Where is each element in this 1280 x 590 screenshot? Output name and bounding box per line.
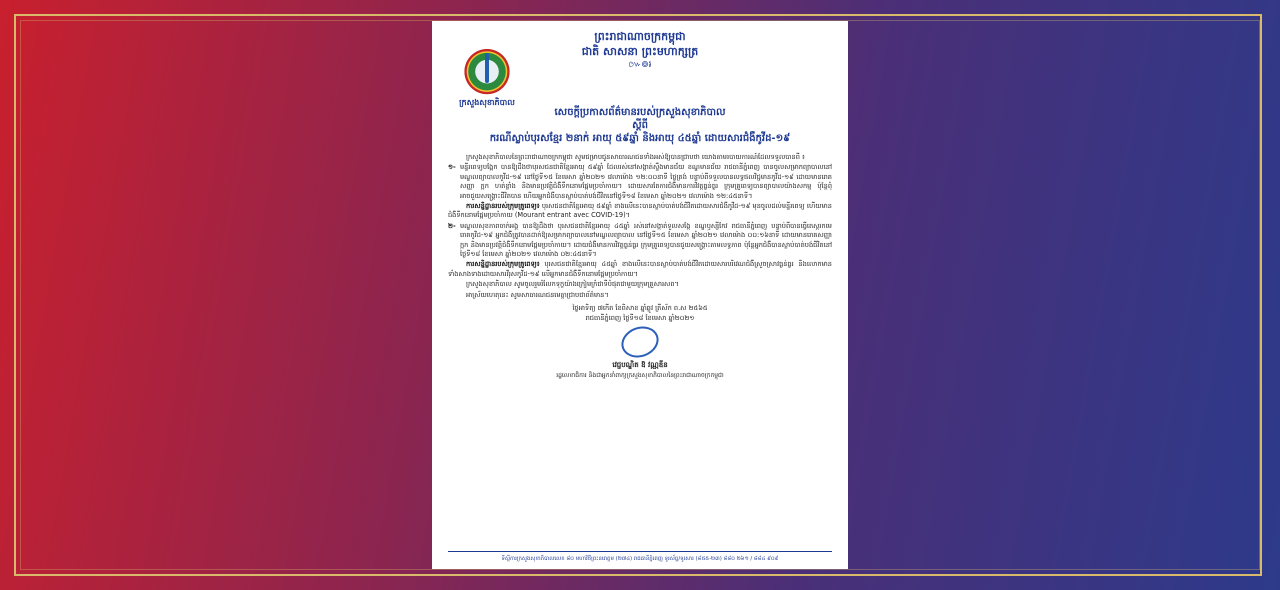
case-1-conclusion-text: បុរសជនជាតិខ្មែរអាយុ ៥៩ឆ្នាំ ខាងលើនេះបានស្លាប់បាត់បង់ជីវិតដោយសារជំងឺកូវីដ-១៩ មុនចូលដល់មន្ទីរពេទ្យ ហើយមានជំងឺទឹកនោមផ្អែមប្រចាំកាយ (Mourant entrant avec COVID-19)។ [448,202,832,220]
kingdom-title: ព្រះរាជាណាចក្រកម្ពុជា [594,30,686,43]
signer-role: រដ្ឋលេខាធិការ និងជាអ្នកនាំពាក្យក្រសួងសុខាភិបាលនៃព្រះរាជាណាចក្រកម្ពុជា [556,372,724,380]
press-release-document [432,21,848,569]
release-subject-label: ស្តីពី [632,120,648,131]
ministry-label: ក្រសួងសុខាភិបាល [459,98,515,107]
document-footer: ទីស្តីការក្រសួងសុខាភិបាលលេខ ៨០ មហាវិថីព្រះនរោត្តម (២៧៤) រាជធានីភ្នំពេញ ទូរស័ព្ទ/ទូរសារ (៨៥៥-២៣) ៨៨០ ២៦១ / ៨៨៤ ៩០៩ [448,551,832,563]
ministry-logo-block [442,43,532,109]
release-title: សេចក្តីប្រកាសព័ត៌មានរបស់ក្រសួងសុខាភិបាល [554,107,726,118]
case-1-text: មន្ទីរពេទ្យបង្អែក បានឱ្យដឹងថាបុរសជនជាតិខ្មែរអាយុ ៥៩ឆ្នាំ ដែលរស់នៅសង្កាត់ស្ទឹងមានជ័យ ខណ្ឌមានជ័យ រាជធានីភ្នំពេញ បានចូលសម្រាកព្យាបាលនៅមណ្ឌលព្យាបាលកូវីដ-១៩ នៅថ្ងៃទី១៥ ខែមេសា ឆ្នាំ២០២១ វេលាម៉ោង ១២:០០នាទី ថ្ងៃត្រង់ បន្ទាប់ពីទទួលបានលទ្ធផលវិជ្ជមានកូវីដ-១៩ ដោយមានរោគសញ្ញា ក្អក ហត់ខ្លាំង និងមានប្រវត្តិជំងឺទឹកនោមផ្អែមប្រចាំកាយ។ ដោយសារតែការជំងឺមានការវិវត្តធ្ងន់ធ្ងរ ក្រុមគ្រូពេទ្យបានព្យាបាលយ៉ាងសកម្ម ប៉ុន្តែពុំអាចជួយសង្គ្រោះជីវិតបាន ហើយអ្នកជំងឺបានស្លាប់បាត់បង់ជីវិតនៅថ្ងៃទី១៨ ខែមេសា ឆ្នាំ២០២១ វេលាម៉ោង ១២:៤៥នាទី។ [460,163,832,200]
date-block [448,304,832,323]
ornament-divider: ៚៙៛ [628,60,652,70]
case-1-conclusion-title: ការសន្និដ្ឋានរបស់ក្រុមគ្រូពេទ្យ៖ [466,202,540,211]
case-2-paragraph [448,222,832,260]
signer-name: វេជ្ជបណ្ឌិត ឱ វណ្ណឌីន [612,361,668,370]
case-1-conclusion [448,202,832,221]
release-heading [448,106,832,145]
condolence-paragraph: ក្រសួងសុខាភិបាល សូមចូលរួមរំលែកទុក្ខយ៉ាងក្រៀមក្រំជាទីបំផុតជាមួយក្រុមគ្រួសារសព។ [466,280,679,289]
ministry-logo-icon [461,43,513,95]
signature-icon [448,327,832,359]
case-1-paragraph [448,163,832,201]
intro-paragraph: ក្រសួងសុខាភិបាលនៃព្រះរាជាណាចក្រកម្ពុជា សូមជម្រាបជូនសាធារណជនទាំងអស់ឱ្យបានជ្រាបថា យោងតាមរបាយការណ៍ដែលទទួលបានពី ៖ [466,153,805,161]
release-body [448,153,832,300]
case-2-number: ២- [448,221,456,230]
place-date: រាជធានីភ្នំពេញ ថ្ងៃទី១៨ ខែមេសា ឆ្នាំ២០២១ [585,313,695,322]
release-subject: ករណីស្លាប់បុរសខ្មែរ ២នាក់ អាយុ ៥៩ឆ្នាំ និងអាយុ ៤៥ឆ្នាំ ដោយសារជំងឺកូវីដ-១៩ [489,133,791,144]
case-2-conclusion [448,260,832,279]
national-motto: ជាតិ សាសនា ព្រះមហាក្សត្រ [581,45,699,58]
closing-paragraph: អាស្រ័យហេតុនេះ សូមសាធារណជនមេត្តាជ្រាបជាព័ត៌មាន។ [466,290,609,299]
case-1-number: ១- [448,163,456,172]
lunar-date: ថ្ងៃអាទិត្យ ៧កើត ខែពិសាខ ឆ្នាំឆ្លូវ ត្រីស័ក ព.ស ២៥៦៥ [572,304,708,313]
case-2-conclusion-title: ការសន្និដ្ឋានរបស់ក្រុមគ្រូពេទ្យ៖ [466,260,540,269]
case-2-text: មណ្ឌលសុខភាពចាក់អង្គ បានឱ្យដឹងថា បុរសជនជាតិខ្មែរអាយុ ៤៥ឆ្នាំ រស់នៅសង្កាត់ទួលសង្កែ ខណ្ឌឫស្សីកែវ រាជធានីភ្នំពេញ បន្ទាប់ពីបានធ្វើតេស្តរកមេរោគកូវីដ-១៩ អ្នកជំងឺត្រូវបានដាក់ឱ្យសម្រាកព្យាបាលនៅមណ្ឌលព្យាបាល នៅថ្ងៃទី១៥ ខែមេសា ឆ្នាំ២០២១ វេលាម៉ោង ០០:១៦នាទី ដោយមានរោគសញ្ញា ក្អក និងមានប្រវត្តិជំងឺទឹកនោមផ្អែមប្រចាំកាយ។ ដោយជំងឺមានការវិវត្តធ្ងន់ធ្ងរ ក្រុមគ្រូពេទ្យបានជួយសង្គ្រោះតាមលទ្ធភាព ប៉ុន្តែអ្នកជំងឺបានស្លាប់បាត់បង់ជីវិតនៅថ្ងៃទី១៨ ខែមេសា ឆ្នាំ២០២១ វេលាម៉ោង ០២:៤៥នាទី។ [460,221,832,259]
case-2-conclusion-text: បុរសជនជាតិខ្មែរអាយុ ៤៥ឆ្នាំ ខាងលើនេះបានស្លាប់បាត់បង់ជីវិតដោយសារបរិវេណជំងឺស្រួចស្រាវធ្ងន់ធ្ងរ និងលោកមានទាំងសាងទាងដោយសារវីរុសកូវីដ-១៩ លើអ្នកមានជំងឺទឹកនោមផ្អែមប្រចាំកាយ។ [448,260,832,278]
